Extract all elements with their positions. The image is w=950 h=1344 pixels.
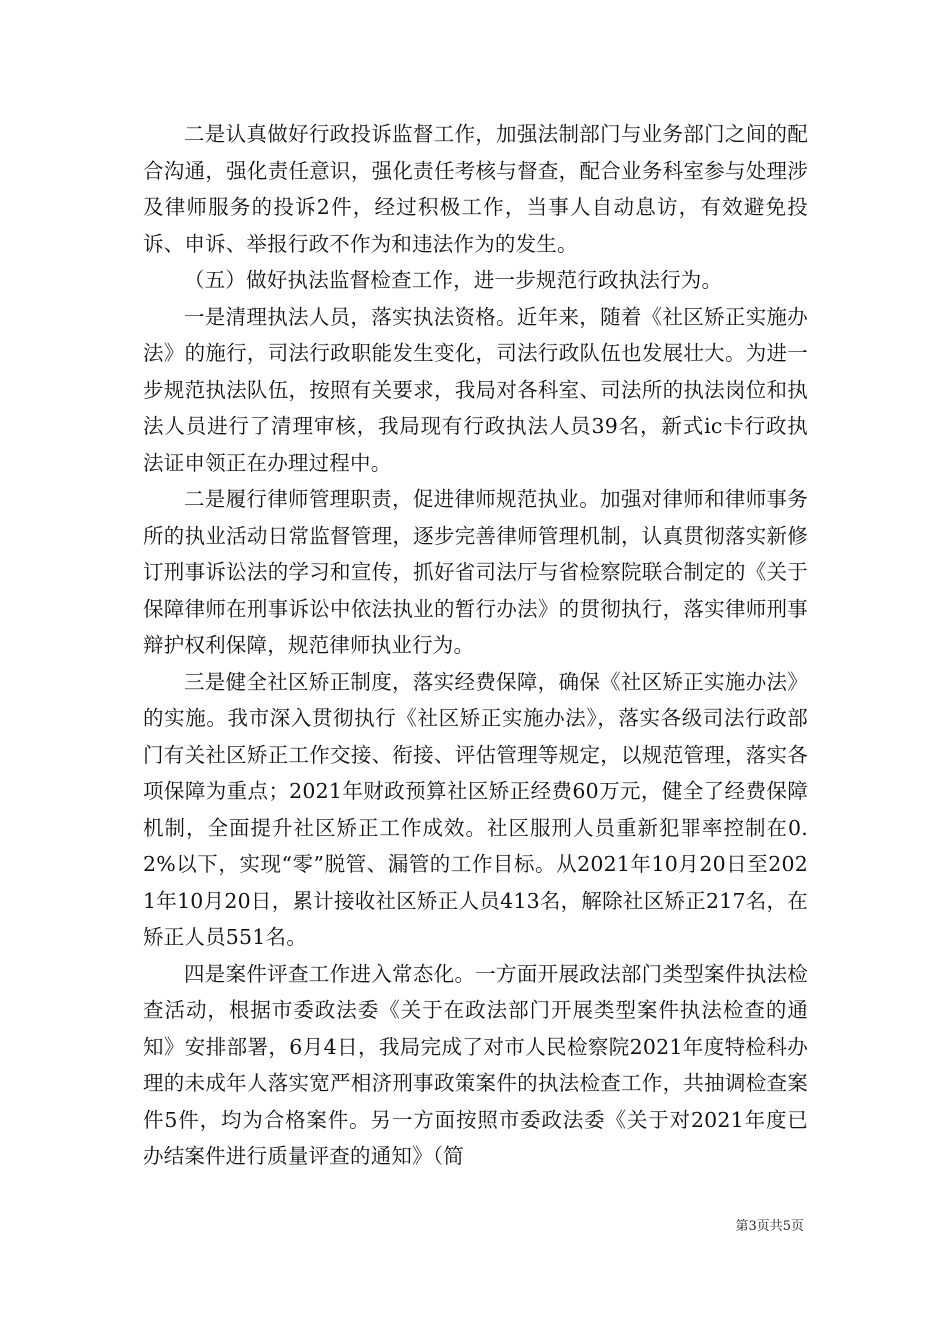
paragraph-lawyer-management: 二是履行律师管理职责，促进律师规范执业。加强对律师和律师事务所的执业活动日常监督管理，逐步完善律师管理机制，认真贯彻落实新修订刑事诉讼法的学习和宣传，抓好省司法厅与省检察院联合制定的《关于保障律师在刑事诉讼中依法执业的暂行办法》的贯彻执行，落实律师刑事辩护权利保障，规范律师执业行为。: [143, 487, 808, 657]
document-body: [143, 116, 808, 1175]
paragraph-case-review: 四是案件评查工作进入常态化。一方面开展政法部门类型案件执法检查活动，根据市委政法委《关于在政法部门开展类型案件执法检查的通知》安排部署，6月4日，我局完成了对市人民检察院2021年度特检科办理的未成年人落实宽严相济刑事政策案件的执法检查工作，共抽调检查案件5件，均为合格案件。另一方面按照市委政法委《关于对2021年度已办结案件进行质量评查的通知》（简: [143, 961, 808, 1168]
page-number-footer: 第3页共5页: [735, 1219, 804, 1234]
paragraph-complaint-supervision: 二是认真做好行政投诉监督工作，加强法制部门与业务部门之间的配合沟通，强化责任意识，强化责任考核与督查，配合业务科室参与处理涉及律师服务的投诉2件，经过积极工作，当事人自动息访，有效避免投诉、申诉、举报行政不作为和违法作为的发生。: [143, 122, 808, 256]
section-heading-five: （五）做好执法监督检查工作，进一步规范行政执法行为。: [184, 268, 723, 292]
paragraph-law-enforcement-personnel: 一是清理执法人员，落实执法资格。近年来，随着《社区矫正实施办法》的施行，司法行政职能发生变化，司法行政队伍也发展壮大。为进一步规范执法队伍，按照有关要求，我局对各科室、司法所的执法岗位和执法人员进行了清理审核，我局现有行政执法人员39名，新式ic卡行政执法证申领正在办理过程中。: [143, 304, 808, 475]
paragraph-community-correction: 三是健全社区矫正制度，落实经费保障，确保《社区矫正实施办法》的实施。我市深入贯彻执行《社区矫正实施办法》，落实各级司法行政部门有关社区矫正工作交接、衔接、评估管理等规定，以规范管理，落实各项保障为重点；2021年财政预算社区矫正经费60万元，健全了经费保障机制，全面提升社区矫正工作成效。社区服刑人员重新犯罪率控制在0.2%以下，实现“零”脱管、漏管的工作目标。从2021年10月20日至2021年10月20日，累计接收社区矫正人员413名，解除社区矫正217名，在矫正人员551名。: [143, 669, 808, 949]
